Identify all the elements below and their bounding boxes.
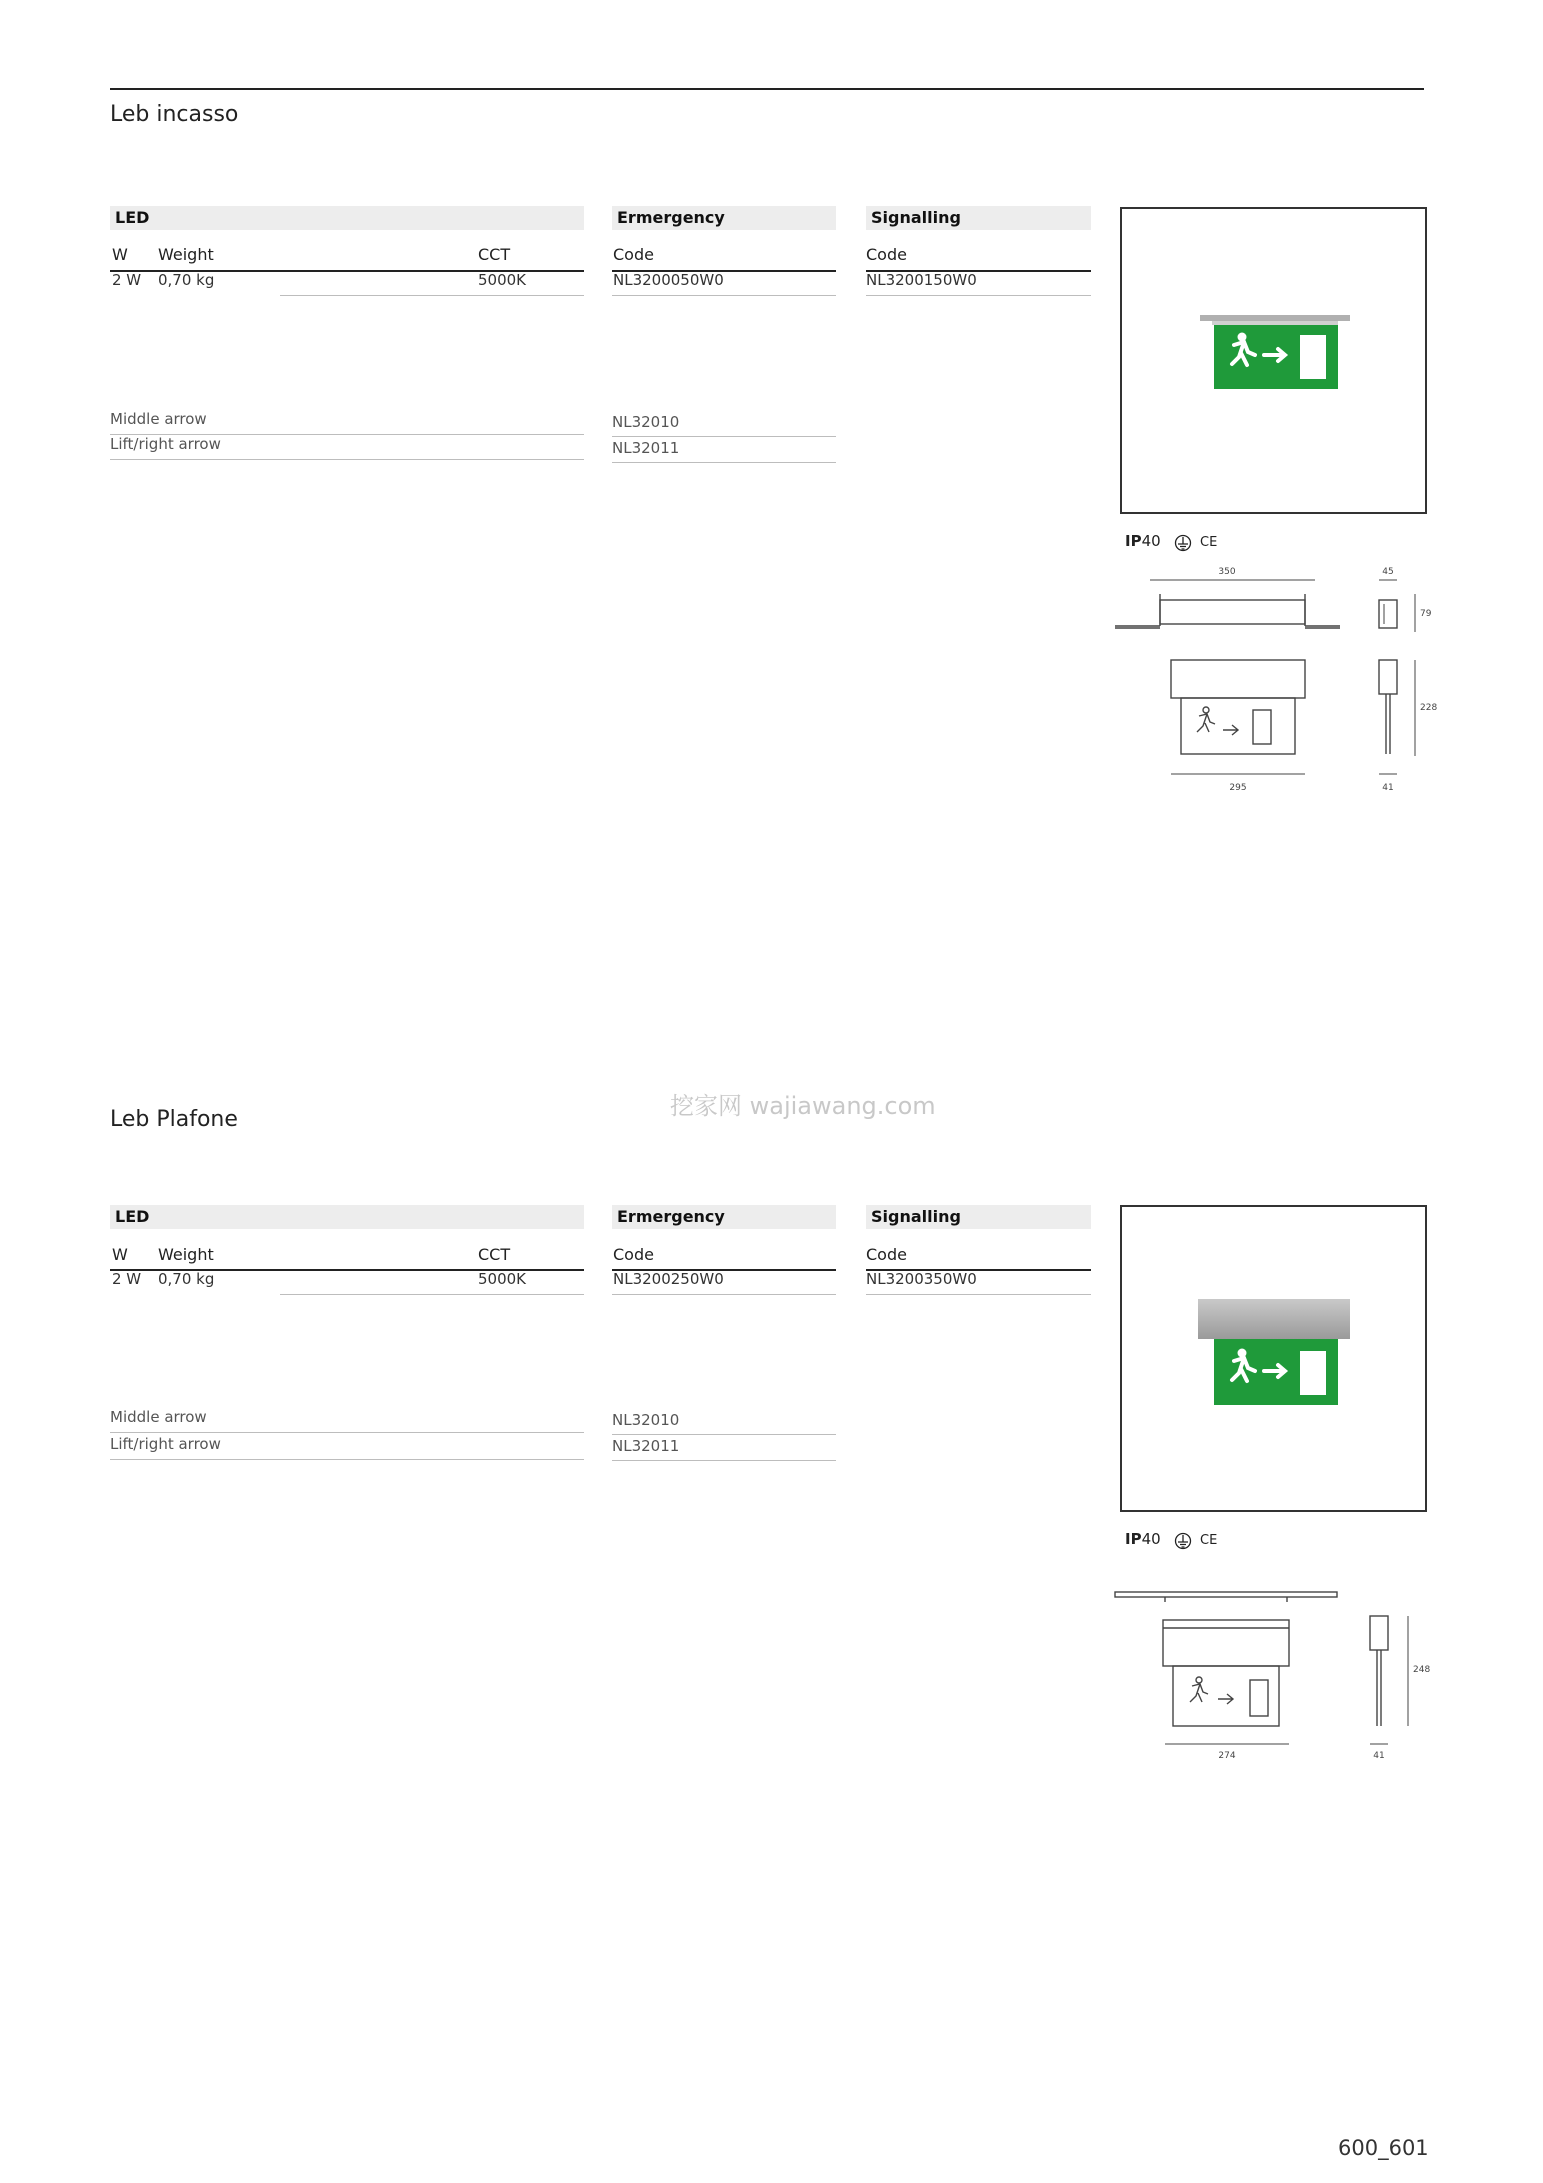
led-w-value: 2 W [112, 271, 142, 289]
signalling-heading: Signalling [866, 1205, 1091, 1229]
ip-prefix: IP [1125, 532, 1142, 550]
section-title: Leb incasso [110, 102, 239, 127]
emergency-code: NL3200050W0 [613, 271, 724, 289]
led-weight-value: 0,70 kg [158, 1270, 215, 1288]
accessory-label: Middle arrow [110, 1408, 207, 1426]
led-row-rule [280, 295, 584, 296]
signalling-col-code: Code [866, 245, 907, 264]
page-number: 600_601 [1338, 2136, 1429, 2160]
accessory-rule [110, 459, 584, 460]
accessory-rule [612, 1460, 836, 1461]
accessory-rule [110, 1432, 584, 1433]
col-w: W [112, 245, 128, 264]
emergency-code: NL3200250W0 [613, 1270, 724, 1288]
earth-ground-icon [1174, 1532, 1192, 1550]
col-weight: Weight [158, 1245, 214, 1264]
product-photo [1120, 207, 1427, 514]
watermark: 挖家网 wajiawang.com [670, 1092, 936, 1120]
led-cct-value: 5000K [478, 1270, 527, 1288]
signalling-code: NL3200150W0 [866, 271, 977, 289]
dim-width-bottom: 295 [1229, 783, 1247, 793]
dim-height-small: 79 [1420, 609, 1432, 619]
emergency-heading: Ermergency [612, 206, 836, 230]
emergency-col-code: Code [613, 1245, 654, 1264]
exit-sign-recessed-image [1122, 209, 1425, 512]
accessory-rule [612, 436, 836, 437]
signalling-col-code: Code [866, 1245, 907, 1264]
led-cct-value: 5000K [478, 271, 527, 289]
accessory-rule [612, 1434, 836, 1435]
dim-width-top: 350 [1218, 567, 1236, 577]
led-w-value: 2 W [112, 1270, 142, 1288]
led-row-rule [280, 1294, 584, 1295]
col-cct: CCT [478, 1245, 511, 1264]
section-title: Leb Plafone [110, 1107, 238, 1132]
emergency-row-rule [612, 1294, 836, 1295]
emergency-col-code: Code [613, 245, 654, 264]
emergency-heading: Ermergency [612, 1205, 836, 1229]
ip-rating [1125, 532, 1161, 550]
emergency-row-rule [612, 295, 836, 296]
signalling-row-rule [866, 1294, 1091, 1295]
accessory-label: Middle arrow [110, 410, 207, 428]
technical-drawing [1115, 560, 1438, 800]
dim-width-bottom: 274 [1218, 1751, 1236, 1761]
accessory-code: NL32010 [612, 413, 680, 431]
led-weight-value: 0,70 kg [158, 271, 215, 289]
accessory-code: NL32011 [612, 1437, 680, 1455]
accessory-code: NL32011 [612, 439, 680, 457]
col-weight: Weight [158, 245, 214, 264]
ip-rating [1125, 1530, 1161, 1548]
ip-value: 40 [1141, 532, 1161, 550]
ce-mark-icon: CE [1200, 535, 1218, 550]
product-photo [1120, 1205, 1427, 1512]
exit-sign-ceiling-image [1122, 1207, 1425, 1510]
ip-prefix: IP [1125, 1530, 1142, 1548]
accessory-label: Lift/right arrow [110, 435, 221, 453]
dim-thickness: 41 [1382, 783, 1394, 793]
accessory-code: NL32010 [612, 1411, 680, 1429]
accessory-rule [110, 1459, 584, 1460]
led-heading: LED [110, 1205, 584, 1229]
dim-thickness: 41 [1373, 1751, 1385, 1761]
top-rule [110, 88, 1424, 90]
ce-mark-icon: CE [1200, 1533, 1218, 1548]
led-heading: LED [110, 206, 584, 230]
dim-height: 248 [1413, 1665, 1431, 1675]
ip-value: 40 [1141, 1530, 1161, 1548]
accessory-label: Lift/right arrow [110, 1435, 221, 1453]
signalling-code: NL3200350W0 [866, 1270, 977, 1288]
signalling-heading: Signalling [866, 206, 1091, 230]
dim-height: 228 [1420, 703, 1438, 713]
technical-drawing [1115, 1580, 1435, 1770]
col-w: W [112, 1245, 128, 1264]
col-cct: CCT [478, 245, 511, 264]
earth-ground-icon [1174, 534, 1192, 552]
accessory-rule [612, 462, 836, 463]
dim-depth: 45 [1382, 567, 1394, 577]
signalling-row-rule [866, 295, 1091, 296]
